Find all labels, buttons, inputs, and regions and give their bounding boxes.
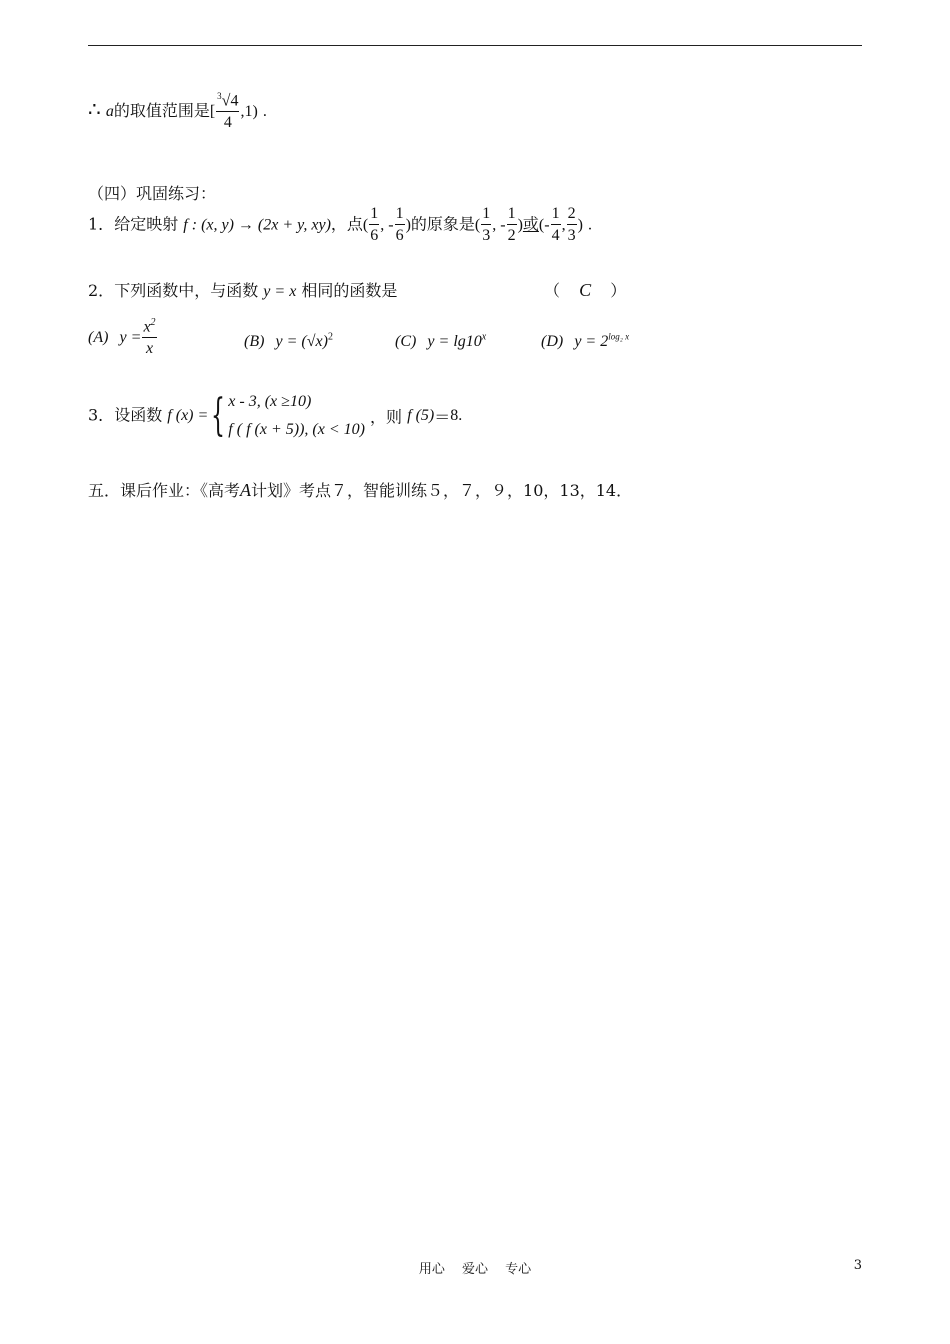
conclusion-text: 的取值范围是 (113, 101, 210, 121)
q1-ans1-close: ) (517, 216, 523, 234)
q3-equals: ＝ (434, 407, 451, 427)
header-rule (88, 45, 862, 46)
conclusion-period: . (262, 103, 267, 121)
q3-brace: { (211, 390, 226, 441)
q2-text: 下列函数中，与函数 (114, 281, 259, 300)
q3-end: . (458, 407, 463, 424)
fraction-cuberoot4-over-4: $\frac{^3√4}{4}$ (217, 91, 239, 132)
q1-ans2-close: ) (577, 216, 583, 234)
q1-end: . (588, 216, 592, 234)
q3-case-1: x - 3, (x ≥10) (228, 393, 312, 410)
interval-tail: ,1) (240, 103, 258, 121)
q1-ans2-frac2: $\frac{2}{3}$ (567, 205, 576, 244)
q1-ans1-frac2: $\frac{1}{2}$ (507, 205, 516, 244)
q2-option-a-fraction: $\frac{x^2}{x}$ (143, 317, 156, 358)
homework-label: 五．课后作业： (88, 481, 201, 500)
q1-number: 1． (88, 214, 115, 234)
footer-motto: 用心 爱心 专心 (418, 1262, 532, 1277)
q1-ans2-sep: , (561, 216, 566, 234)
q2-option-d: (D) $y = 2^{log_2 x}$ (541, 331, 630, 350)
q2-text2: 相同的函数是 (301, 281, 398, 300)
page-number: 3 (853, 1258, 862, 1273)
q1-ans2-frac1: $\frac{1}{4}$ (551, 205, 560, 244)
q2-answer: （ C ） (544, 280, 627, 300)
q2-function: y = x (263, 283, 297, 300)
question-1 (88, 206, 592, 244)
q1-point-frac2: $\frac{1}{6}$ (395, 205, 404, 244)
homework-italic-a: A (240, 480, 252, 500)
q3-cases (228, 388, 365, 444)
question-2 (88, 278, 397, 301)
q3-query: f (5) (407, 407, 435, 424)
q1-or: 或 (522, 214, 539, 234)
q1-mapping: f : (x, y) → (2x + y, xy) (183, 216, 331, 234)
q1-text2: ，点 (330, 214, 363, 234)
q1-ans1-open: ( (474, 216, 481, 234)
q2-answer-letter: C (579, 280, 592, 300)
homework-text2: 计划》考点７，智能训练５，７，９，10，13，14． (251, 481, 633, 500)
q2-option-a: (A) y = $\frac{x^2}{x}$ (88, 317, 156, 358)
q1-point-open: ( (362, 216, 369, 234)
homework-line (88, 478, 632, 501)
q1-point-sep: , - (380, 216, 394, 234)
q3-number: 3． (88, 405, 115, 425)
q2-number: 2． (88, 281, 115, 300)
q1-point-frac1: $\frac{1}{6}$ (370, 205, 379, 244)
q3-case-2: f ( f (x + 5)), (x < 10) (228, 421, 365, 438)
section-title: （四）巩固练习： (88, 184, 217, 203)
interval-open: [ (209, 103, 216, 121)
q1-ans1-sep: , - (492, 216, 506, 234)
conclusion-line (88, 92, 267, 131)
q3-text2: ，则 (370, 407, 403, 427)
q2-option-c: (C) $y = \lg 10^x$ (395, 331, 487, 350)
q3-answer: 8 (450, 407, 459, 424)
therefore-symbol: ∴ (88, 97, 101, 122)
q1-text3: 的原象是 (410, 214, 475, 234)
homework-text1: 《高考 (200, 481, 241, 500)
q1-point-close: ) (405, 216, 411, 234)
q1-text: 给定映射 (114, 214, 179, 234)
q1-ans2-open: (- (538, 216, 550, 234)
question-3 (88, 388, 462, 444)
variable-a: a (105, 103, 114, 121)
q2-option-b: (B) $y = (√x)^2$ (244, 331, 333, 350)
q3-lhs: f (x) = (167, 407, 209, 424)
q3-text: 设函数 (114, 405, 163, 425)
q1-ans1-frac1: $\frac{1}{3}$ (482, 205, 491, 244)
